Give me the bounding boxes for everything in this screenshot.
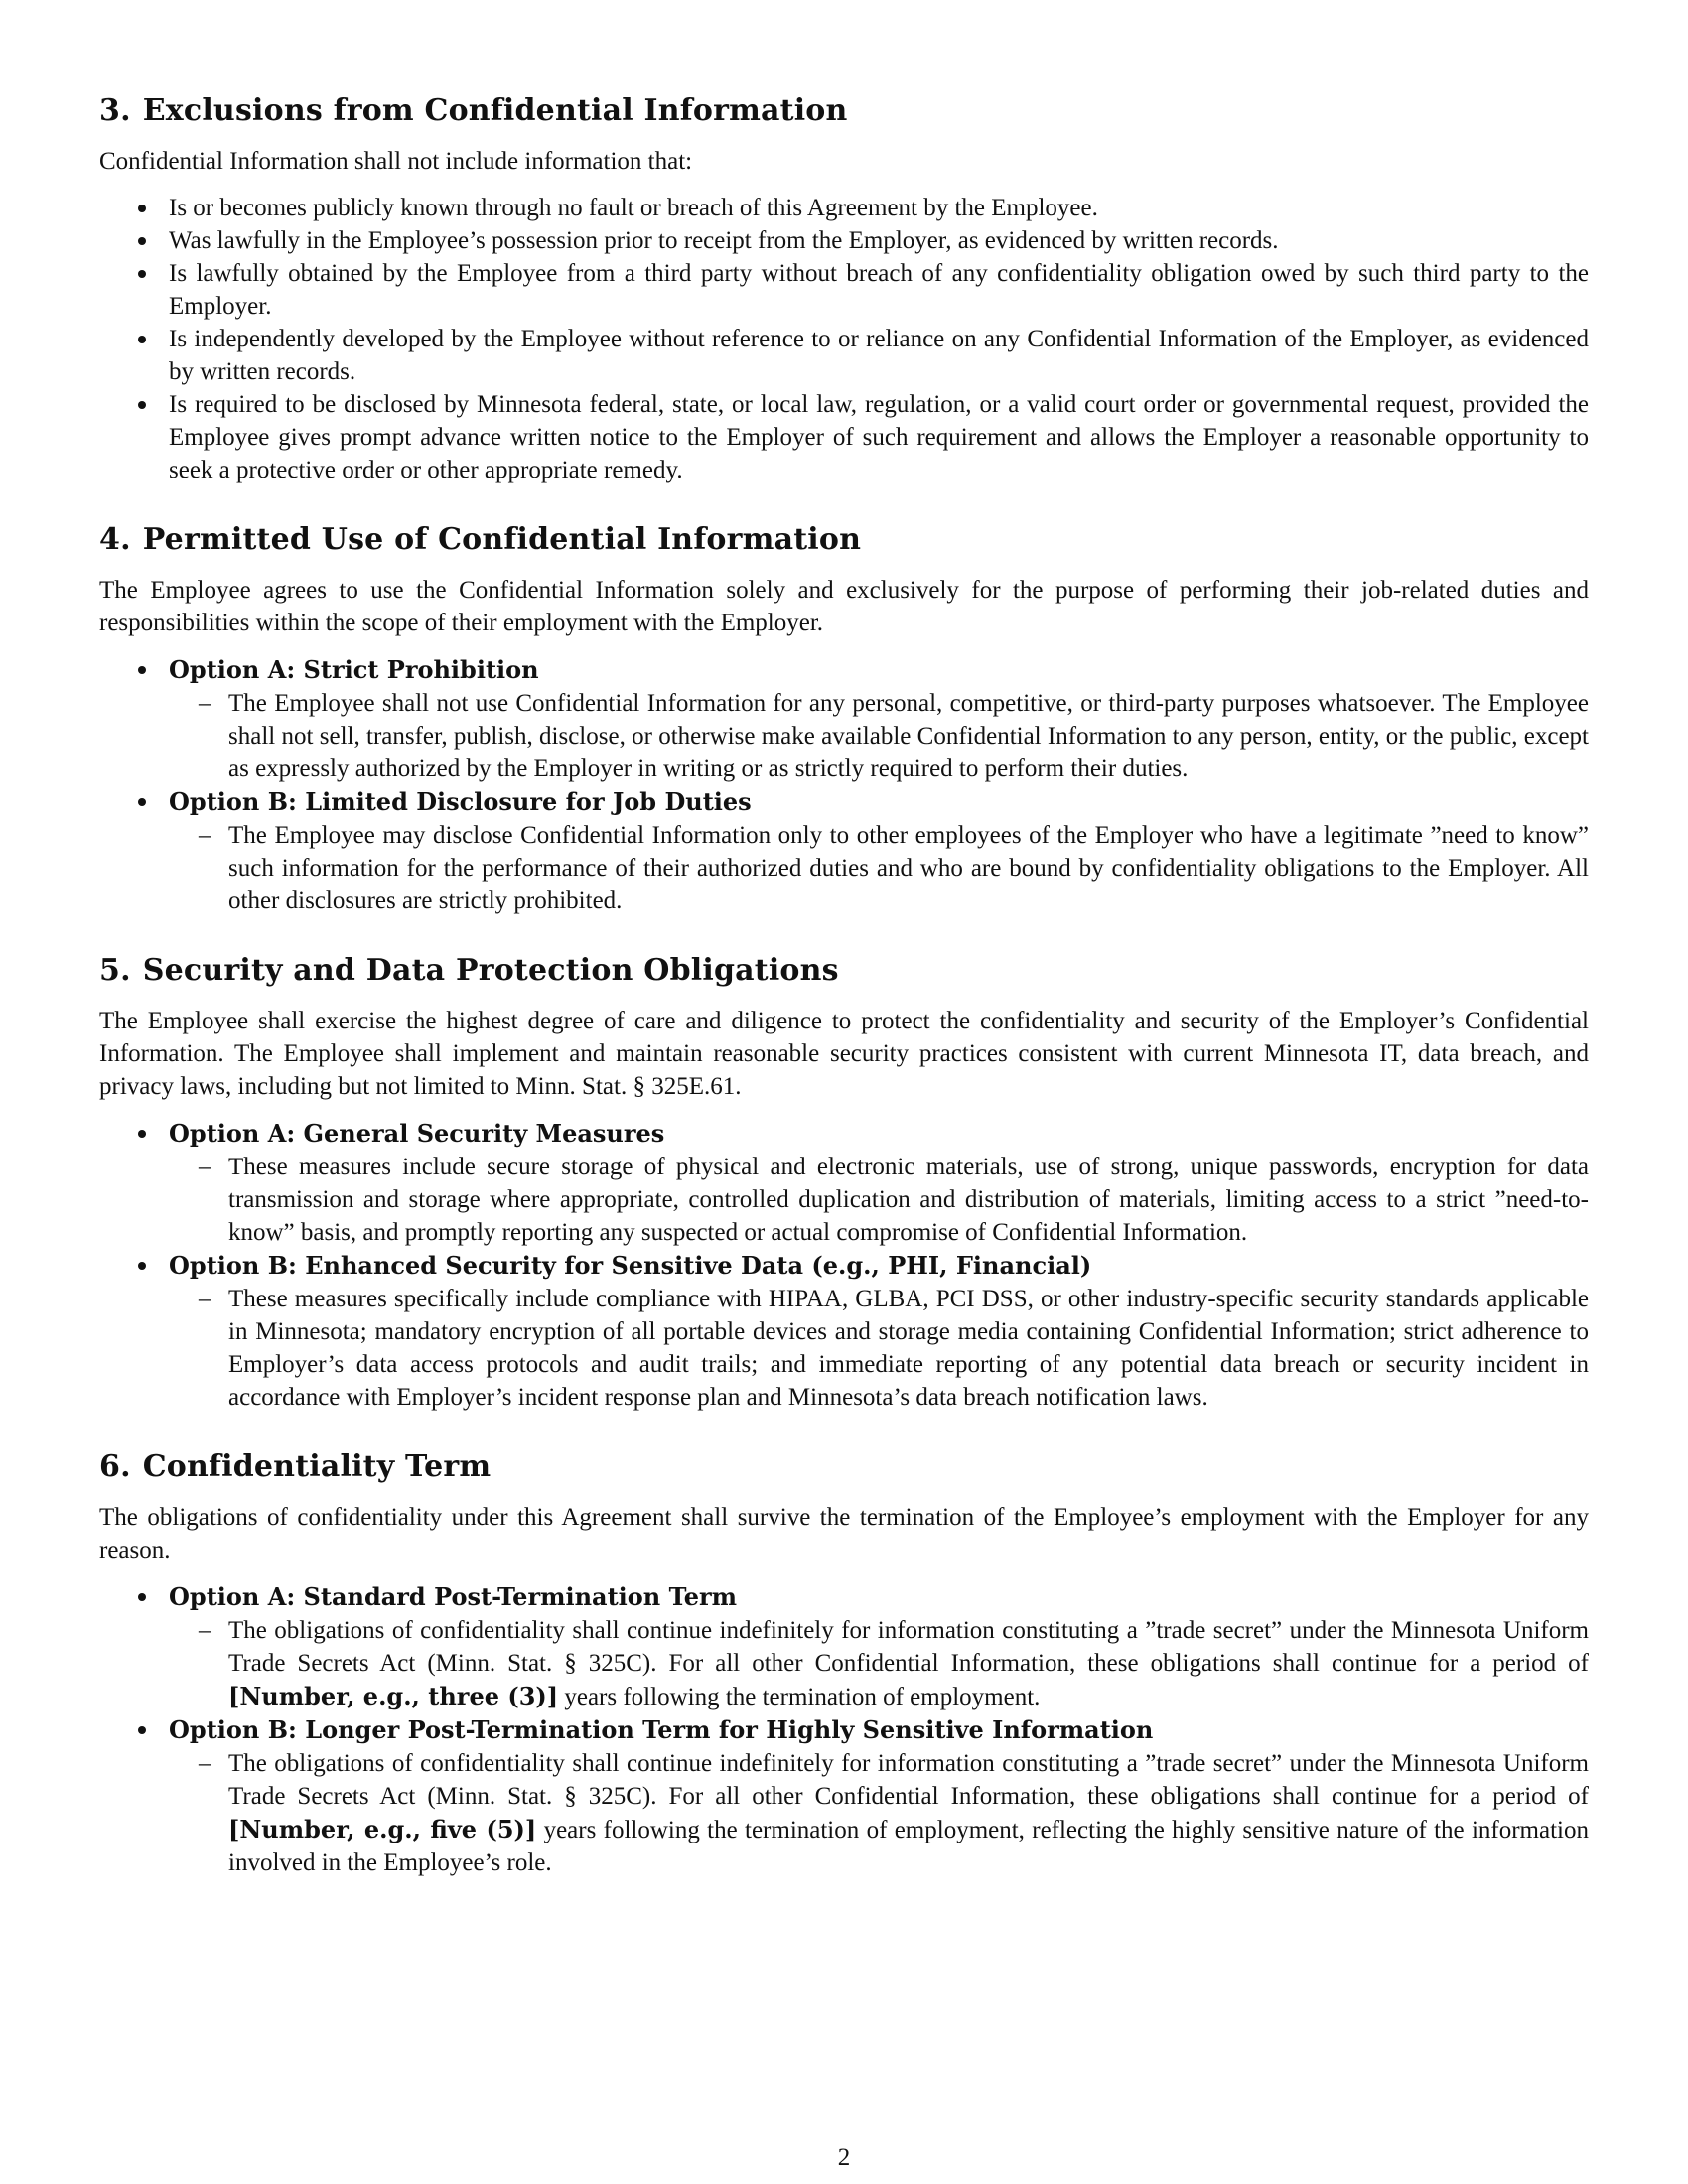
section-heading: 6. Confidentiality Term: [99, 1449, 492, 1484]
section-security: [99, 951, 1589, 1414]
option-text: – These measures include secure storage of physical and electronic materials, use of strong, unique passwords, encryption for data transmission and storage where appropriate, controlled duplication and distribution of materials, limiting access to a strict ”need-to-know” basis, and promptly reporting any suspected or actual compromise of Confidential Information.: [169, 1151, 1589, 1249]
option-text: – These measures specifically include compliance with HIPAA, GLBA, PCI DSS, or other industry-specific security standards applicable in Minnesota; mandatory encryption of all portable devices and storage media containing Confidential Information; strict adherence to Employer’s data access protocols and audit trails; and immediate reporting of any potential data breach or security incident in accordance with Employer’s incident response plan and Minnesota’s data breach notification laws.: [169, 1283, 1589, 1414]
list-item: Was lawfully in the Employee’s possession prior to receipt from the Employer, as evidenced by written records.: [99, 224, 1589, 257]
option-title: Option A: Strict Prohibition: [169, 655, 539, 684]
option-title: Option B: Limited Disclosure for Job Duties: [169, 787, 752, 816]
list-item: Is independently developed by the Employee without reference to or reliance on any Confidential Information of the Employer, as evidenced by written records.: [99, 323, 1589, 388]
bullet-icon: [138, 205, 146, 212]
options-list: [99, 1580, 1589, 1879]
bullet-icon: [138, 1726, 146, 1734]
term-placeholder: [Number, e.g., three (3)]: [228, 1682, 559, 1710]
dash-icon: –: [199, 1750, 211, 1777]
exclusions-list: [99, 192, 1589, 486]
option-text: – The Employee shall not use Confidential Information for any personal, competitive, or third-party purposes whatsoever. The Employee shall not sell, transfer, publish, disclose, or otherwise make available Confidential Information to any person, entity, or the public, except as expressly authorized by the Employer in writing or as strictly required to perform their duties.: [169, 687, 1589, 785]
bullet-icon: [138, 1593, 146, 1601]
option-title: Option B: Longer Post-Termination Term for Highly Sensitive Information: [169, 1715, 1154, 1744]
document-page: [99, 91, 1589, 1913]
option-item: [99, 653, 1589, 785]
bullet-icon: [138, 237, 146, 245]
bullet-icon: [138, 1130, 146, 1138]
section-heading: 3. Exclusions from Confidential Information: [99, 93, 848, 128]
option-item: [99, 785, 1589, 917]
option-item: [99, 1713, 1589, 1879]
option-title: Option A: General Security Measures: [169, 1119, 665, 1148]
options-list: [99, 653, 1589, 917]
section-intro: The Employee shall exercise the highest degree of care and diligence to protect the confidentiality and security of the Employer’s Confidential Information. The Employee shall implement and maintain reasonable security practices consistent with current Minnesota IT, data breach, and privacy laws, including but not limited to Minn. Stat. § 325E.61.: [99, 1008, 1589, 1100]
term-placeholder: [Number, e.g., five (5)]: [228, 1815, 537, 1843]
list-item: Is required to be disclosed by Minnesota federal, state, or local law, regulation, or a valid court order or governmental request, provided the Employee gives prompt advance written notice to the Employer of such requirement and allows the Employer a reasonable opportunity to seek a protective order or other appropriate remedy.: [99, 388, 1589, 486]
dash-icon: –: [199, 1286, 211, 1312]
list-item: Is lawfully obtained by the Employee from a third party without breach of any confidentiality obligation owed by such third party to the Employer.: [99, 257, 1589, 323]
option-text: – The obligations of confidentiality shall continue indefinitely for information constituting a ”trade secret” under the Minnesota Uniform Trade Secrets Act (Minn. Stat. § 325C). For all other Confidential Information, these obligations shall continue for a period of [Number, e.g., five (5)] years following the termination of employment, reflecting the highly sensitive nature of the information involved in the Employee’s role.: [169, 1747, 1589, 1879]
section-permitted-use: [99, 520, 1589, 917]
option-title: Option A: Standard Post-Termination Term: [169, 1582, 738, 1611]
dash-icon: –: [199, 1617, 211, 1644]
list-item: Is or becomes publicly known through no fault or breach of this Agreement by the Employee.: [99, 192, 1589, 224]
section-term: [99, 1447, 1589, 1879]
option-text: – The obligations of confidentiality shall continue indefinitely for information constituting a ”trade secret” under the Minnesota Uniform Trade Secrets Act (Minn. Stat. § 325C). For all other Confidential Information, these obligations shall continue for a period of [Number, e.g., three (3)] years following the termination of employment.: [169, 1614, 1589, 1713]
options-list: [99, 1117, 1589, 1414]
option-text: – The Employee may disclose Confidential Information only to other employees of the Employer who have a legitimate ”need to know” such information for the performance of their authorized duties and who are bound by confidentiality obligations to the Employer. All other disclosures are strictly prohibited.: [169, 819, 1589, 917]
option-item: [99, 1117, 1589, 1249]
dash-icon: –: [199, 1154, 211, 1180]
bullet-icon: [138, 666, 146, 674]
option-item: [99, 1580, 1589, 1713]
bullet-icon: [138, 798, 146, 806]
option-item: [99, 1249, 1589, 1414]
section-exclusions: [99, 91, 1589, 486]
section-intro: The obligations of confidentiality under this Agreement shall survive the termination of the Employee’s employment with the Employer for any reason.: [99, 1504, 1589, 1564]
bullet-icon: [138, 401, 146, 409]
dash-icon: –: [199, 822, 211, 849]
bullet-icon: [138, 270, 146, 278]
page-number: 2: [837, 2144, 851, 2171]
bullet-icon: [138, 336, 146, 343]
section-intro: The Employee agrees to use the Confidential Information solely and exclusively for the purpose of performing their job-related duties and responsibilities within the scope of their employment with the Employer.: [99, 577, 1589, 636]
section-intro: Confidential Information shall not include information that:: [99, 148, 693, 175]
bullet-icon: [138, 1262, 146, 1270]
dash-icon: –: [199, 690, 211, 717]
section-heading: 5. Security and Data Protection Obligations: [99, 953, 839, 988]
section-heading: 4. Permitted Use of Confidential Information: [99, 522, 862, 557]
option-title: Option B: Enhanced Security for Sensitive Data (e.g., PHI, Financial): [169, 1251, 1092, 1280]
